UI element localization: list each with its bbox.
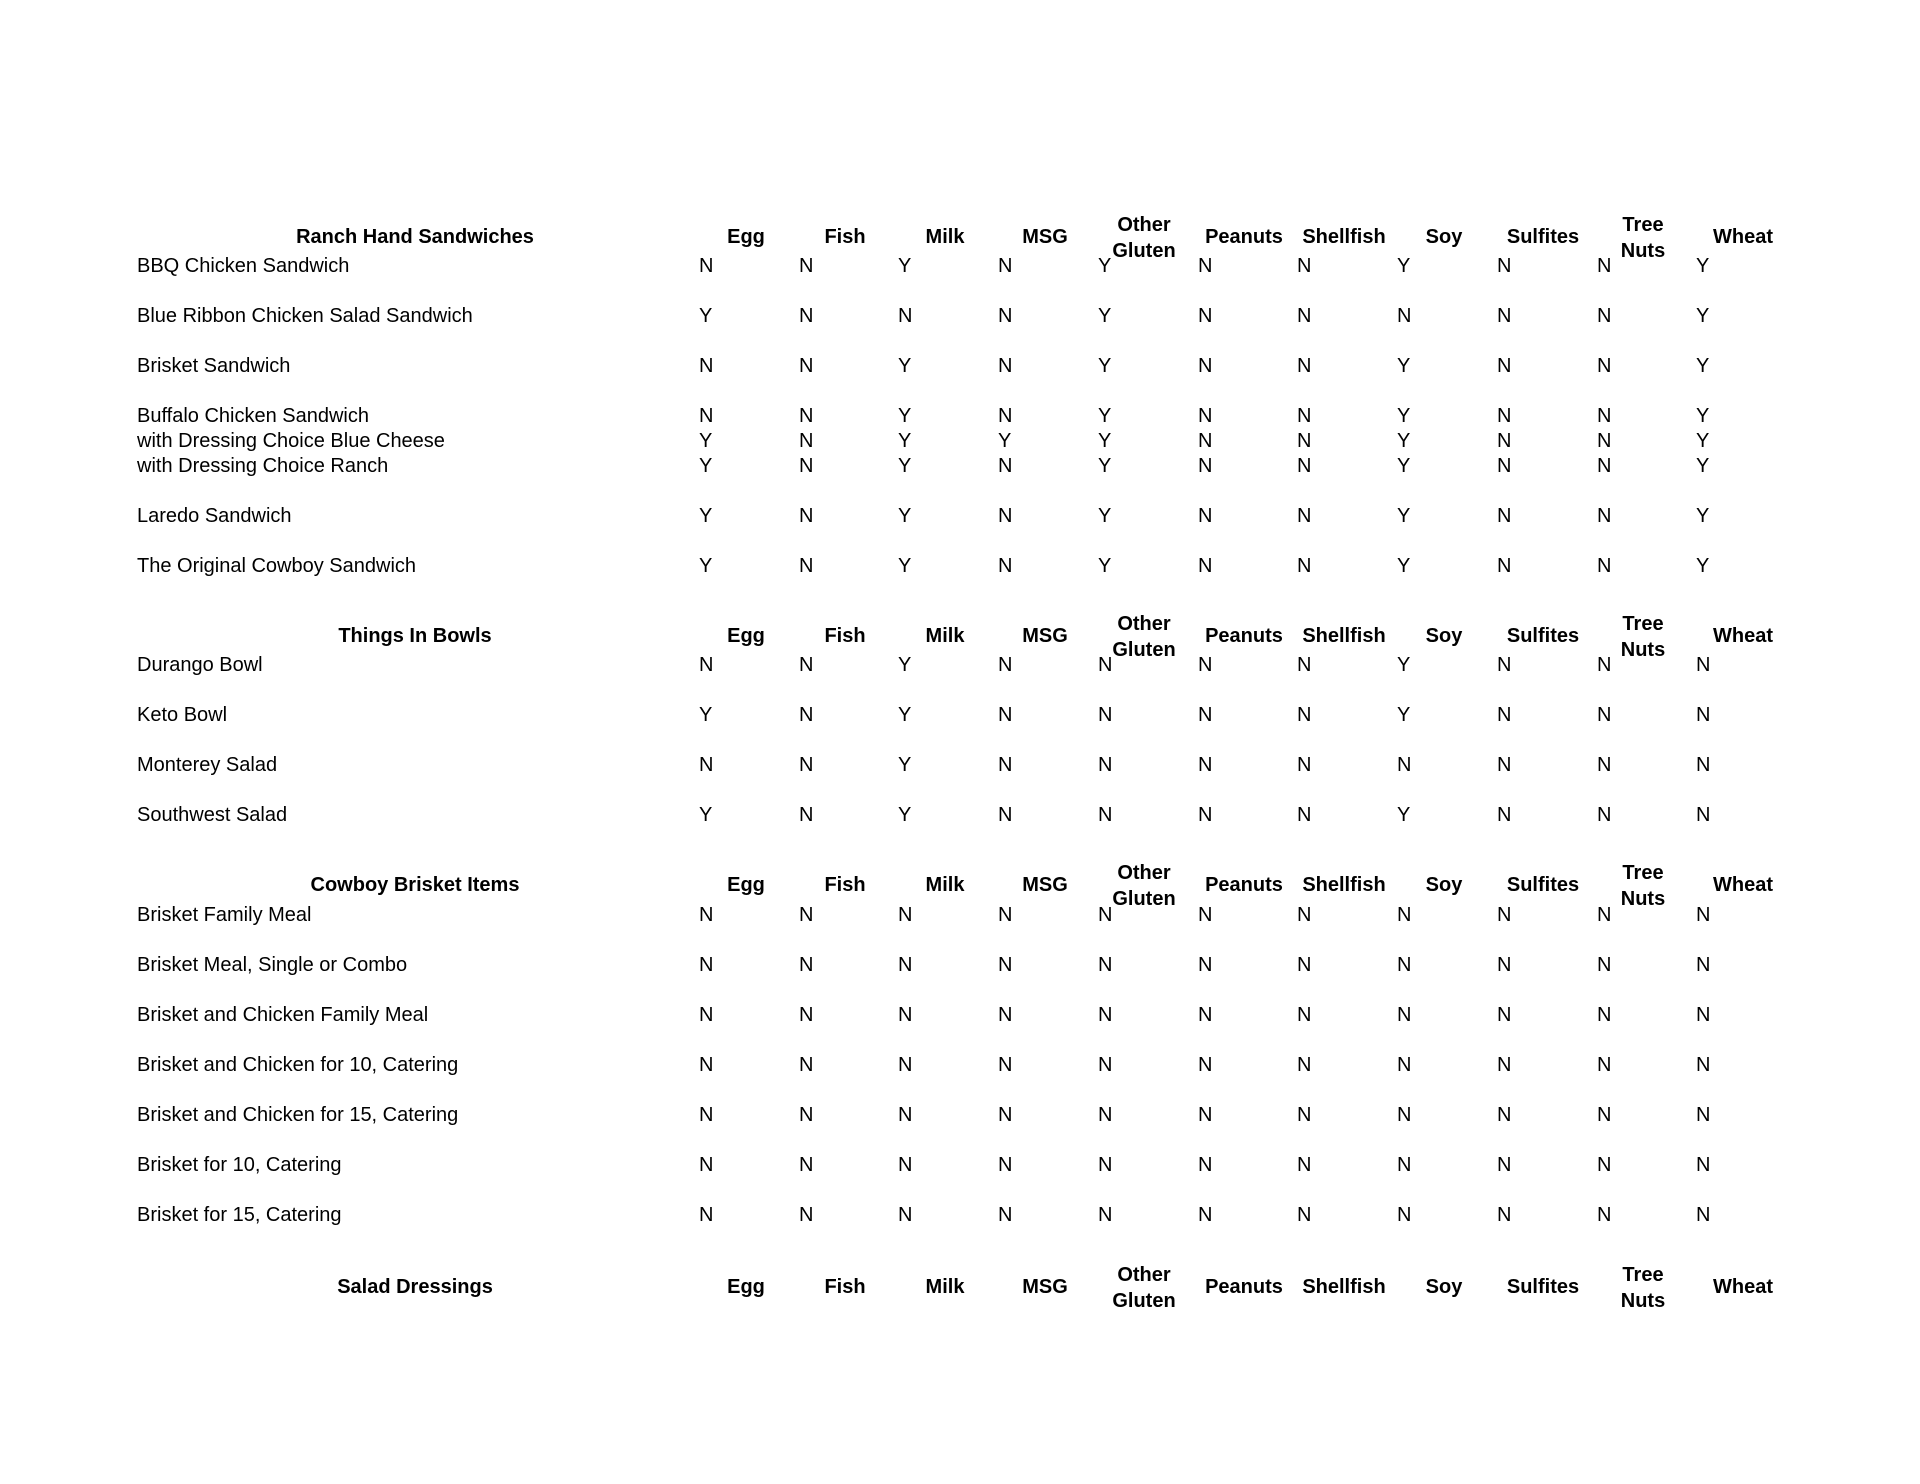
allergen-value: N: [1497, 430, 1512, 452]
item-name: with Dressing Choice Blue Cheese: [137, 430, 445, 452]
allergen-value: N: [699, 954, 714, 976]
item-name: Brisket Family Meal: [137, 904, 312, 926]
allergen-value: N: [1397, 1104, 1412, 1126]
allergen-value: N: [898, 305, 913, 327]
allergen-value: N: [1098, 954, 1113, 976]
allergen-value: N: [1198, 954, 1213, 976]
column-header: Soy: [1425, 1276, 1463, 1298]
column-header: Wheat: [1713, 874, 1773, 896]
allergen-value: N: [1297, 455, 1312, 477]
allergen-value: N: [1597, 804, 1612, 826]
allergen-value: Y: [898, 804, 912, 826]
allergen-value: N: [1497, 1154, 1512, 1176]
allergen-value: Y: [699, 704, 713, 726]
allergen-value: Y: [1696, 405, 1710, 427]
allergen-value: Y: [1696, 455, 1710, 477]
allergen-value: N: [1597, 904, 1612, 926]
column-header: MSG: [1022, 1276, 1068, 1298]
item-name: with Dressing Choice Ranch: [137, 455, 389, 477]
column-header: Sulfites: [1506, 625, 1580, 647]
allergen-value: Y: [699, 505, 713, 527]
allergen-value: N: [699, 904, 714, 926]
column-header: Peanuts: [1205, 226, 1283, 248]
allergen-value: N: [1597, 555, 1612, 577]
allergen-value: Y: [1098, 505, 1112, 527]
allergen-value: N: [1198, 804, 1213, 826]
allergen-value: N: [998, 1154, 1013, 1176]
allergen-value: N: [998, 555, 1013, 577]
allergen-value: N: [1696, 754, 1711, 776]
allergen-value: N: [1696, 1104, 1711, 1126]
allergen-value: N: [898, 904, 913, 926]
allergen-value: N: [1696, 904, 1711, 926]
allergen-value: Y: [1397, 505, 1411, 527]
allergen-value: N: [1098, 1054, 1113, 1076]
allergen-value: N: [799, 455, 814, 477]
allergen-value: N: [1397, 754, 1412, 776]
allergen-value: N: [1597, 704, 1612, 726]
allergen-value: Y: [699, 430, 713, 452]
item-name: Keto Bowl: [137, 704, 228, 726]
allergen-value: N: [1696, 1154, 1711, 1176]
allergen-value: N: [1198, 355, 1213, 377]
allergen-value: N: [1696, 654, 1711, 676]
allergen-value: N: [1297, 1054, 1312, 1076]
allergen-value: N: [1597, 305, 1612, 327]
column-header: Other Gluten: [1112, 1264, 1176, 1312]
column-header: Shellfish: [1302, 625, 1386, 647]
allergen-value: N: [1297, 430, 1312, 452]
allergen-value: Y: [998, 430, 1012, 452]
allergen-value: N: [898, 954, 913, 976]
allergen-value: N: [1198, 505, 1213, 527]
allergen-value: N: [699, 255, 714, 277]
column-header: Fish: [824, 1276, 866, 1298]
column-header: Shellfish: [1302, 1276, 1386, 1298]
allergen-value: N: [799, 505, 814, 527]
allergen-value: N: [1297, 405, 1312, 427]
column-header: Soy: [1425, 226, 1463, 248]
column-header: Milk: [925, 874, 965, 896]
item-name: The Original Cowboy Sandwich: [137, 555, 417, 577]
allergen-value: N: [1297, 1104, 1312, 1126]
allergen-value: Y: [1098, 555, 1112, 577]
allergen-value: N: [699, 754, 714, 776]
allergen-value: N: [799, 954, 814, 976]
item-name: BBQ Chicken Sandwich: [137, 255, 350, 277]
column-header: Other Gluten: [1112, 613, 1176, 661]
allergen-value: Y: [1098, 305, 1112, 327]
allergen-value: Y: [1696, 505, 1710, 527]
allergen-value: N: [1497, 355, 1512, 377]
allergen-value: N: [1397, 954, 1412, 976]
item-name: Durango Bowl: [137, 654, 263, 676]
column-header: Tree Nuts: [1620, 862, 1666, 910]
allergen-value: Y: [898, 555, 912, 577]
allergen-value: N: [699, 355, 714, 377]
column-header: Tree Nuts: [1620, 1264, 1666, 1312]
column-header: Peanuts: [1205, 625, 1283, 647]
allergen-value: N: [1397, 305, 1412, 327]
allergen-value: N: [1497, 904, 1512, 926]
allergen-value: N: [1198, 255, 1213, 277]
allergen-value: N: [799, 355, 814, 377]
column-header: MSG: [1022, 226, 1068, 248]
item-name: Brisket and Chicken for 15, Catering: [137, 1104, 459, 1126]
allergen-value: Y: [1397, 405, 1411, 427]
allergen-value: N: [1497, 405, 1512, 427]
allergen-value: Y: [898, 505, 912, 527]
allergen-value: N: [1297, 555, 1312, 577]
column-header: Other Gluten: [1112, 862, 1176, 910]
allergen-value: N: [1297, 804, 1312, 826]
allergen-value: N: [998, 355, 1013, 377]
allergen-value: N: [1497, 754, 1512, 776]
allergen-value: Y: [1397, 430, 1411, 452]
column-header: Egg: [727, 1276, 765, 1298]
allergen-value: N: [898, 1004, 913, 1026]
allergen-value: N: [699, 1104, 714, 1126]
allergen-value: N: [1497, 455, 1512, 477]
allergen-value: N: [1597, 954, 1612, 976]
column-header: Fish: [824, 874, 866, 896]
allergen-value: N: [1198, 405, 1213, 427]
allergen-value: N: [699, 1204, 714, 1226]
column-header: MSG: [1022, 874, 1068, 896]
column-header: Milk: [925, 1276, 965, 1298]
allergen-value: Y: [1696, 555, 1710, 577]
allergen-value: N: [898, 1154, 913, 1176]
item-name: Brisket for 15, Catering: [137, 1204, 342, 1226]
allergen-value: N: [1597, 654, 1612, 676]
item-name: Brisket Sandwich: [137, 355, 291, 377]
item-name: Brisket Meal, Single or Combo: [137, 954, 408, 976]
allergen-value: N: [1297, 505, 1312, 527]
allergen-value: N: [1198, 704, 1213, 726]
allergen-value: N: [1597, 1054, 1612, 1076]
allergen-value: N: [1198, 1104, 1213, 1126]
item-name: Southwest Salad: [137, 804, 288, 826]
allergen-value: N: [699, 405, 714, 427]
allergen-value: N: [998, 405, 1013, 427]
allergen-value: N: [799, 1004, 814, 1026]
column-header: Fish: [824, 625, 866, 647]
allergen-value: Y: [1098, 405, 1112, 427]
item-name: Brisket and Chicken for 10, Catering: [137, 1054, 459, 1076]
item-name: Blue Ribbon Chicken Salad Sandwich: [137, 305, 473, 327]
column-header: Egg: [727, 226, 765, 248]
allergen-value: N: [1397, 1004, 1412, 1026]
allergen-value: N: [1098, 1004, 1113, 1026]
allergen-value: N: [1497, 555, 1512, 577]
allergen-value: Y: [1098, 355, 1112, 377]
allergen-value: N: [998, 1104, 1013, 1126]
allergen-value: N: [1696, 704, 1711, 726]
column-header: Milk: [925, 226, 965, 248]
section-title: Cowboy Brisket Items: [310, 874, 520, 896]
allergen-value: N: [799, 904, 814, 926]
allergen-value: Y: [1696, 305, 1710, 327]
allergen-value: N: [799, 754, 814, 776]
allergen-value: N: [1198, 305, 1213, 327]
allergen-value: N: [1297, 355, 1312, 377]
allergen-value: N: [1198, 430, 1213, 452]
allergen-value: N: [1597, 1104, 1612, 1126]
allergen-value: N: [1098, 904, 1113, 926]
allergen-value: N: [1098, 704, 1113, 726]
allergen-value: N: [1597, 355, 1612, 377]
allergen-value: N: [799, 1054, 814, 1076]
allergen-value: N: [1397, 904, 1412, 926]
allergen-value: Y: [1696, 430, 1710, 452]
allergen-value: Y: [1098, 255, 1112, 277]
allergen-value: N: [1098, 654, 1113, 676]
allergen-value: N: [1198, 654, 1213, 676]
allergen-value: N: [1597, 1154, 1612, 1176]
item-name: Laredo Sandwich: [137, 505, 292, 527]
allergen-value: N: [1497, 305, 1512, 327]
allergen-value: N: [1597, 405, 1612, 427]
allergen-value: N: [1198, 1004, 1213, 1026]
allergen-value: Y: [1696, 355, 1710, 377]
allergen-value: N: [1597, 430, 1612, 452]
allergen-value: Y: [898, 754, 912, 776]
allergen-value: N: [998, 954, 1013, 976]
allergen-value: Y: [1397, 654, 1411, 676]
allergen-value: N: [998, 804, 1013, 826]
allergen-value: N: [1696, 804, 1711, 826]
column-header: Tree Nuts: [1620, 613, 1666, 661]
column-header: Shellfish: [1302, 226, 1386, 248]
allergen-value: Y: [699, 804, 713, 826]
allergen-value: N: [1597, 754, 1612, 776]
allergen-value: N: [998, 1054, 1013, 1076]
allergen-value: N: [799, 1204, 814, 1226]
allergen-value: Y: [699, 555, 713, 577]
column-header: Egg: [727, 625, 765, 647]
allergen-value: N: [1696, 1054, 1711, 1076]
allergen-value: N: [1297, 654, 1312, 676]
allergen-value: N: [1497, 704, 1512, 726]
column-header: Sulfites: [1506, 874, 1580, 896]
allergen-value: N: [1297, 704, 1312, 726]
allergen-value: N: [898, 1204, 913, 1226]
column-header: Peanuts: [1205, 874, 1283, 896]
allergen-value: N: [1497, 1204, 1512, 1226]
allergen-value: N: [1497, 954, 1512, 976]
allergen-value: N: [1497, 1004, 1512, 1026]
allergen-value: N: [1297, 1154, 1312, 1176]
allergen-value: N: [998, 654, 1013, 676]
allergen-value: Y: [1696, 255, 1710, 277]
allergen-value: N: [699, 1054, 714, 1076]
section-title: Ranch Hand Sandwiches: [296, 226, 534, 248]
allergen-value: N: [1297, 954, 1312, 976]
allergen-value: N: [699, 654, 714, 676]
allergen-value: N: [998, 455, 1013, 477]
allergen-value: N: [1297, 1204, 1312, 1226]
allergen-value: Y: [699, 455, 713, 477]
allergen-value: N: [1597, 505, 1612, 527]
column-header: Soy: [1425, 874, 1463, 896]
column-header: Wheat: [1713, 625, 1773, 647]
allergen-value: N: [998, 255, 1013, 277]
allergen-value: N: [1497, 505, 1512, 527]
allergen-value: N: [1297, 1004, 1312, 1026]
column-header: Wheat: [1713, 226, 1773, 248]
allergen-value: Y: [1397, 804, 1411, 826]
allergen-value: N: [1696, 1204, 1711, 1226]
allergen-value: N: [799, 305, 814, 327]
allergen-value: N: [799, 654, 814, 676]
allergen-value: N: [799, 255, 814, 277]
column-header: Tree Nuts: [1620, 214, 1666, 262]
allergen-value: N: [1098, 804, 1113, 826]
allergen-value: Y: [1098, 455, 1112, 477]
allergen-value: Y: [898, 654, 912, 676]
allergen-value: N: [799, 704, 814, 726]
item-name: Buffalo Chicken Sandwich: [137, 405, 369, 427]
allergen-value: N: [998, 1004, 1013, 1026]
allergen-value: N: [1198, 455, 1213, 477]
allergen-value: N: [998, 505, 1013, 527]
allergen-value: N: [1198, 1154, 1213, 1176]
allergen-value: N: [1397, 1204, 1412, 1226]
allergen-value: N: [1198, 904, 1213, 926]
allergen-value: Y: [1397, 704, 1411, 726]
allergen-value: N: [1198, 754, 1213, 776]
allergen-value: Y: [1397, 255, 1411, 277]
allergen-value: N: [1696, 954, 1711, 976]
allergen-value: N: [799, 405, 814, 427]
allergen-value: N: [1198, 1204, 1213, 1226]
allergen-value: N: [1597, 255, 1612, 277]
allergen-value: N: [1098, 754, 1113, 776]
allergen-value: N: [1198, 555, 1213, 577]
allergen-value: Y: [699, 305, 713, 327]
allergen-value: N: [699, 1004, 714, 1026]
allergen-value: N: [799, 1104, 814, 1126]
allergen-value: N: [1497, 255, 1512, 277]
column-header: Egg: [727, 874, 765, 896]
allergen-value: N: [998, 704, 1013, 726]
allergen-value: Y: [898, 255, 912, 277]
allergen-value: Y: [1397, 455, 1411, 477]
allergen-value: Y: [898, 355, 912, 377]
column-header: Other Gluten: [1112, 214, 1176, 262]
allergen-value: N: [998, 1204, 1013, 1226]
allergen-value: N: [799, 555, 814, 577]
allergen-value: N: [699, 1154, 714, 1176]
allergen-value: Y: [1098, 430, 1112, 452]
column-header: Sulfites: [1506, 226, 1580, 248]
allergen-value: N: [1597, 1204, 1612, 1226]
column-header: Fish: [824, 226, 866, 248]
item-name: Brisket and Chicken Family Meal: [137, 1004, 429, 1026]
allergen-value: N: [1696, 1004, 1711, 1026]
allergen-value: N: [1098, 1204, 1113, 1226]
allergen-value: N: [1397, 1054, 1412, 1076]
allergen-value: N: [1497, 1104, 1512, 1126]
column-header: MSG: [1022, 625, 1068, 647]
allergen-value: N: [799, 804, 814, 826]
allergen-value: N: [898, 1054, 913, 1076]
allergen-value: N: [1597, 455, 1612, 477]
allergen-value: N: [1098, 1104, 1113, 1126]
allergen-value: Y: [1397, 555, 1411, 577]
allergen-value: N: [1098, 1154, 1113, 1176]
allergen-value: N: [1297, 305, 1312, 327]
allergen-value: Y: [898, 455, 912, 477]
allergen-value: N: [1198, 1054, 1213, 1076]
allergen-value: N: [1397, 1154, 1412, 1176]
column-header: Milk: [925, 625, 965, 647]
allergen-value: Y: [898, 704, 912, 726]
allergen-value: N: [799, 1154, 814, 1176]
allergen-value: N: [998, 754, 1013, 776]
allergen-value: N: [1497, 804, 1512, 826]
column-header: Peanuts: [1205, 1276, 1283, 1298]
allergen-value: Y: [1397, 355, 1411, 377]
allergen-value: N: [1297, 255, 1312, 277]
allergen-value: Y: [898, 405, 912, 427]
allergen-value: N: [898, 1104, 913, 1126]
allergen-value: N: [1297, 904, 1312, 926]
allergen-value: N: [1497, 1054, 1512, 1076]
allergen-value: N: [1297, 754, 1312, 776]
section-title: Things In Bowls: [338, 625, 492, 647]
allergen-value: N: [998, 904, 1013, 926]
allergen-value: Y: [898, 430, 912, 452]
allergen-value: N: [1497, 654, 1512, 676]
column-header: Shellfish: [1302, 874, 1386, 896]
allergen-value: N: [799, 430, 814, 452]
column-header: Wheat: [1713, 1276, 1773, 1298]
column-header: Sulfites: [1506, 1276, 1580, 1298]
item-name: Monterey Salad: [137, 754, 278, 776]
allergen-value: N: [1597, 1004, 1612, 1026]
item-name: Brisket for 10, Catering: [137, 1154, 342, 1176]
column-header: Soy: [1425, 625, 1463, 647]
section-title: Salad Dressings: [337, 1276, 493, 1298]
allergen-value: N: [998, 305, 1013, 327]
